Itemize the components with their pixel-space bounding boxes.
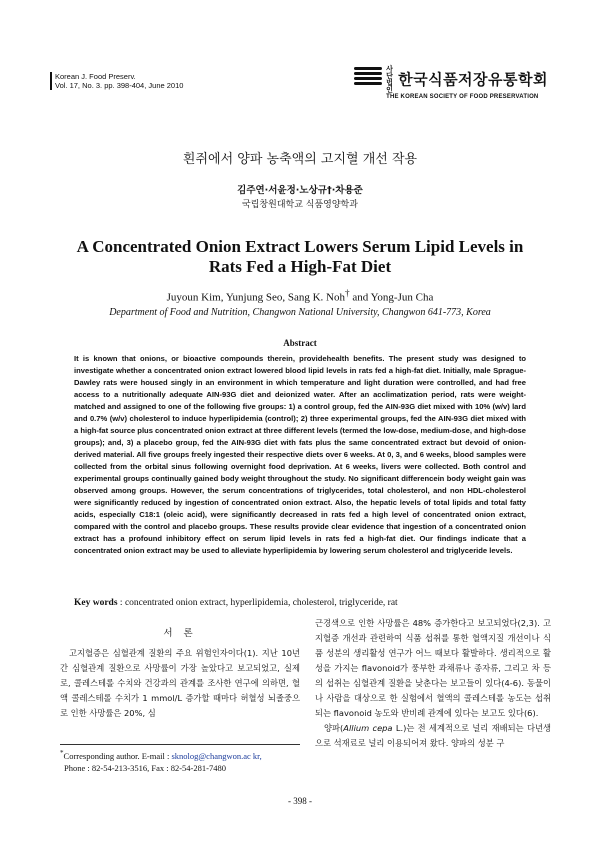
society-logo-icon [354, 66, 382, 86]
affiliation-korean: 국립창원대학교 식품영양학과 [242, 200, 358, 210]
title-korean: 흰쥐에서 양파 농축액의 고지혈 개선 작용 [182, 152, 418, 167]
footnote: *Corresponding author. E-mail : sknolog@changwon.ac kr, Phone : 82-54-213-3516, Fax : 82-54-281-7480 [60, 747, 320, 774]
keywords-list: concentrated onion extract, hyperlipidemia, cholesterol, triglyceride, rat [124, 598, 398, 608]
journal-citation [50, 72, 183, 90]
footnote-phone-fax: Phone : 82-54-213-3516, Fax : 82-54-281-7480 [64, 762, 226, 773]
species-name: Allium cepa [343, 723, 393, 733]
society-name-korean: 사단법인한국식품저장유통학회 [386, 65, 548, 94]
authors-english: Juyoun Kim, Yunjung Seo, Sang K. Noh† and Yong-Jun Cha [166, 288, 434, 304]
section-heading-introduction: 서 론 [163, 628, 197, 639]
keywords-label: Key words [74, 598, 118, 608]
society-prefix: 사단법인 [386, 65, 394, 94]
right-column [315, 616, 551, 751]
footnote-divider [60, 744, 300, 745]
society-name-english: THE KOREAN SOCIETY OF FOOD PRESERVATION [386, 94, 539, 100]
corresponding-email[interactable]: sknolog@changwon.ac kr, [171, 750, 262, 761]
authors-korean: 김주연·서윤정·노상규†·차용준 [237, 185, 363, 196]
title-english: A Concentrated Onion Extract Lowers Serum Lipid Levels in Rats Fed a High-Fat Diet [76, 237, 524, 276]
affiliation-english: Department of Food and Nutrition, Changwon National University, Changwon 641-773, Korea [109, 307, 491, 318]
abstract-body: It is known that onions, or bioactive compounds therein, providehealth benefits. The present study was designed to investigate whether a concentrated onion extract lowered blood lipid levels in rats fed a high-fat diet. Initially, male Sprague-Dawley rats were housed singly in an environment in which temperature and light duration were controlled, and had free access to a nutritionally adequate AIN-93G diet and deionized water. After an acclimatization period, rats were weight-matched and assigned to one of the following five groups: 1) a control group, fed the AIN-93G diet mixed with 10% (w/v) lard and 0.7% (w/v) cholesterol to induce hyperlipidemia (control); 2) three experimental groups, fed the AIN-93G diet mixed with a high-fat source plus concentrated onion extract at three different levels (termed the low-dose, medium-dose, and high-dose groups); and, 3) a placebo group, fed the AIN-93G diet with fats plus the same concentrated extract but devoid of onion-derived material. All five groups freely ingested their respective diets over 6 weeks. At 0, 3, and 6 weeks, blood samples were collected from the orbital sinus following overnight food deprivation. At 6 weeks, livers were collected. Both control and experimental groups continually gained body weight throughout the study. No significant differencein body weight gain was observed among groups. However, the serum concentrations of triglycerides, total cholesterol, and non HDL-cholesterol were significantly reduced by ingestion of concentrated onion extract. Also, the hepatic levels of total lipids and total fatty acids, especially C18:1 (oleic acid), were significantly decreased in rats fed a high level of concentrated onion extract, compared with the control and placebo groups. These results provide clear evidence that ingestion of a concentrated onion extract has a profound inhibitory effect on serum lipid levels in rats fed a high-fat diet. Our findings indicate that a concentrated onion extract may be used to alleviate hyperlipidemia by lowering serum cholesterol and triglyceride levels. [74, 354, 526, 555]
journal-name: Korean J. Food Preserv. [55, 72, 136, 81]
footnote-mark: * [60, 749, 64, 757]
journal-volume: Vol. 17, No. 3. pp. 398-404, June 2010 [55, 81, 184, 90]
right-column-paragraph-2: 양파(Allium cepa L.)는 전 세계적으로 널리 재배되는 다년생으로 석재료로 널리 이용되어져 왔다. 양파의 성분 구 [315, 723, 552, 748]
right-column-paragraph-1: 근경색으로 인한 사망률은 48% 증가한다고 보고되었다(2,3). 고지혈증 개선과 관련하여 식품 섭취를 통한 혈액지질 개선이나 식품 성분의 생리활성 연구가 어느 때보다 활발하다. 생리적으로 활성을 가지는 flavonoid가 풍부한 과채류나 종자류, 그리고 차 등의 섭취는 심혈관계 질환을 낮춘다는 보고들이 있다(4-6). 동물이나 사람을 대상으로 한 실험에서 혈액의 콜레스테롤 농도는 섭취되는 flavonoid 농도와 반비례 관계에 있다는 보고도 있다(6). [315, 618, 551, 718]
abstract-heading: Abstract [283, 338, 317, 348]
corresponding-dagger: † [345, 288, 350, 298]
society-logo-block [354, 66, 548, 100]
keywords: Key words : concentrated onion extract, hyperlipidemia, cholesterol, triglyceride, rat [74, 598, 398, 608]
left-column-text: 고지혈증은 심혈관계 질환의 주요 위험인자이다(1). 지난 10년간 심혈관계 질환으로 사망률이 가장 높았다고 보고되었고, 실제로, 콜레스테롤 수치와 건강과의 관계를 조사한 연구에 의하면, 혈액 콜레스테롤 수치가 1 mmol/L 증가할 때마다 허혈성 뇌졸중으로 인한 사망률은 20%, 심 [60, 648, 300, 718]
page-number: - 398 - [288, 796, 312, 806]
